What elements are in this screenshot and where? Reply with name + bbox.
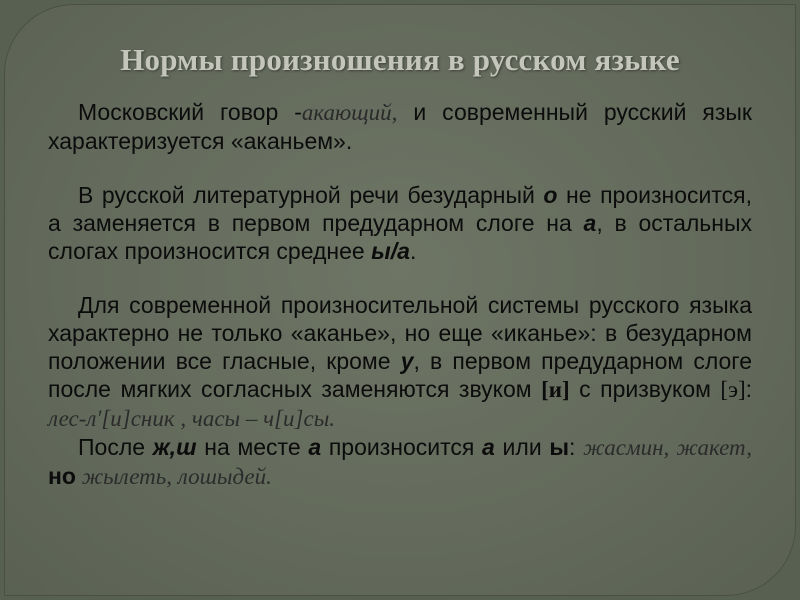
vowel-u: у — [400, 348, 414, 374]
vowel-o: о — [543, 182, 558, 208]
example-zhylet-loshydey: жылеть, лошыдей. — [75, 464, 272, 489]
text-segment: Московский говор - — [78, 99, 302, 125]
example-lesnik-chasy: лес-л'[и]сник , часы – ч[и]сы. — [48, 406, 336, 431]
text-segment: и современный русский язык характеризуется «аканьем». — [48, 99, 752, 154]
text-segment: В русской литературной речи безударный — [78, 182, 544, 208]
paragraph-ikanye — [48, 291, 752, 433]
vowel-y-a: ы/а — [371, 238, 410, 264]
text-segment: с призвуком — [569, 376, 721, 402]
spacer — [48, 265, 752, 291]
text-segment: на месте — [196, 434, 309, 460]
sound-e: [э] — [720, 377, 746, 402]
consonants-zh-sh: ж,ш — [152, 434, 197, 460]
paragraph-unstressed-o — [48, 181, 752, 265]
example-akayushchiy: акающий, — [301, 100, 398, 125]
text-segment: Для современной произносительной системы русского языка характерно не только «аканье», но еще «иканье»: в безударном положении все гласные, кроме — [48, 292, 752, 374]
slide-title: Нормы произношения в русском языке — [120, 42, 680, 77]
slide-body — [48, 98, 752, 491]
vowel-y: ы — [549, 434, 570, 460]
text-segment: , в первом предударном слоге после мягких согласных заменяются звуком — [48, 348, 752, 402]
spacer — [48, 155, 752, 181]
paragraph-after-zh-sh — [48, 433, 752, 491]
word-no: но — [48, 463, 76, 489]
example-zhasmin-zhaket: жасмин, жакет, — [583, 435, 752, 460]
text-segment: , в остальных слогах произносится среднее — [48, 210, 752, 264]
text-segment: : — [745, 376, 753, 402]
vowel-a: а — [308, 434, 322, 460]
vowel-a: а — [583, 210, 597, 236]
vowel-a: а — [482, 434, 495, 460]
text-segment: После — [78, 434, 153, 460]
text-segment: или — [494, 434, 550, 460]
text-segment: . — [409, 238, 417, 264]
text-segment: не произносится, а заменяется в первом предударном слоге на — [48, 182, 752, 236]
text-segment: : — [569, 434, 584, 460]
text-segment: произносится — [321, 434, 483, 460]
paragraph-moscow-dialect — [48, 98, 752, 155]
sound-i: [и] — [541, 377, 570, 402]
